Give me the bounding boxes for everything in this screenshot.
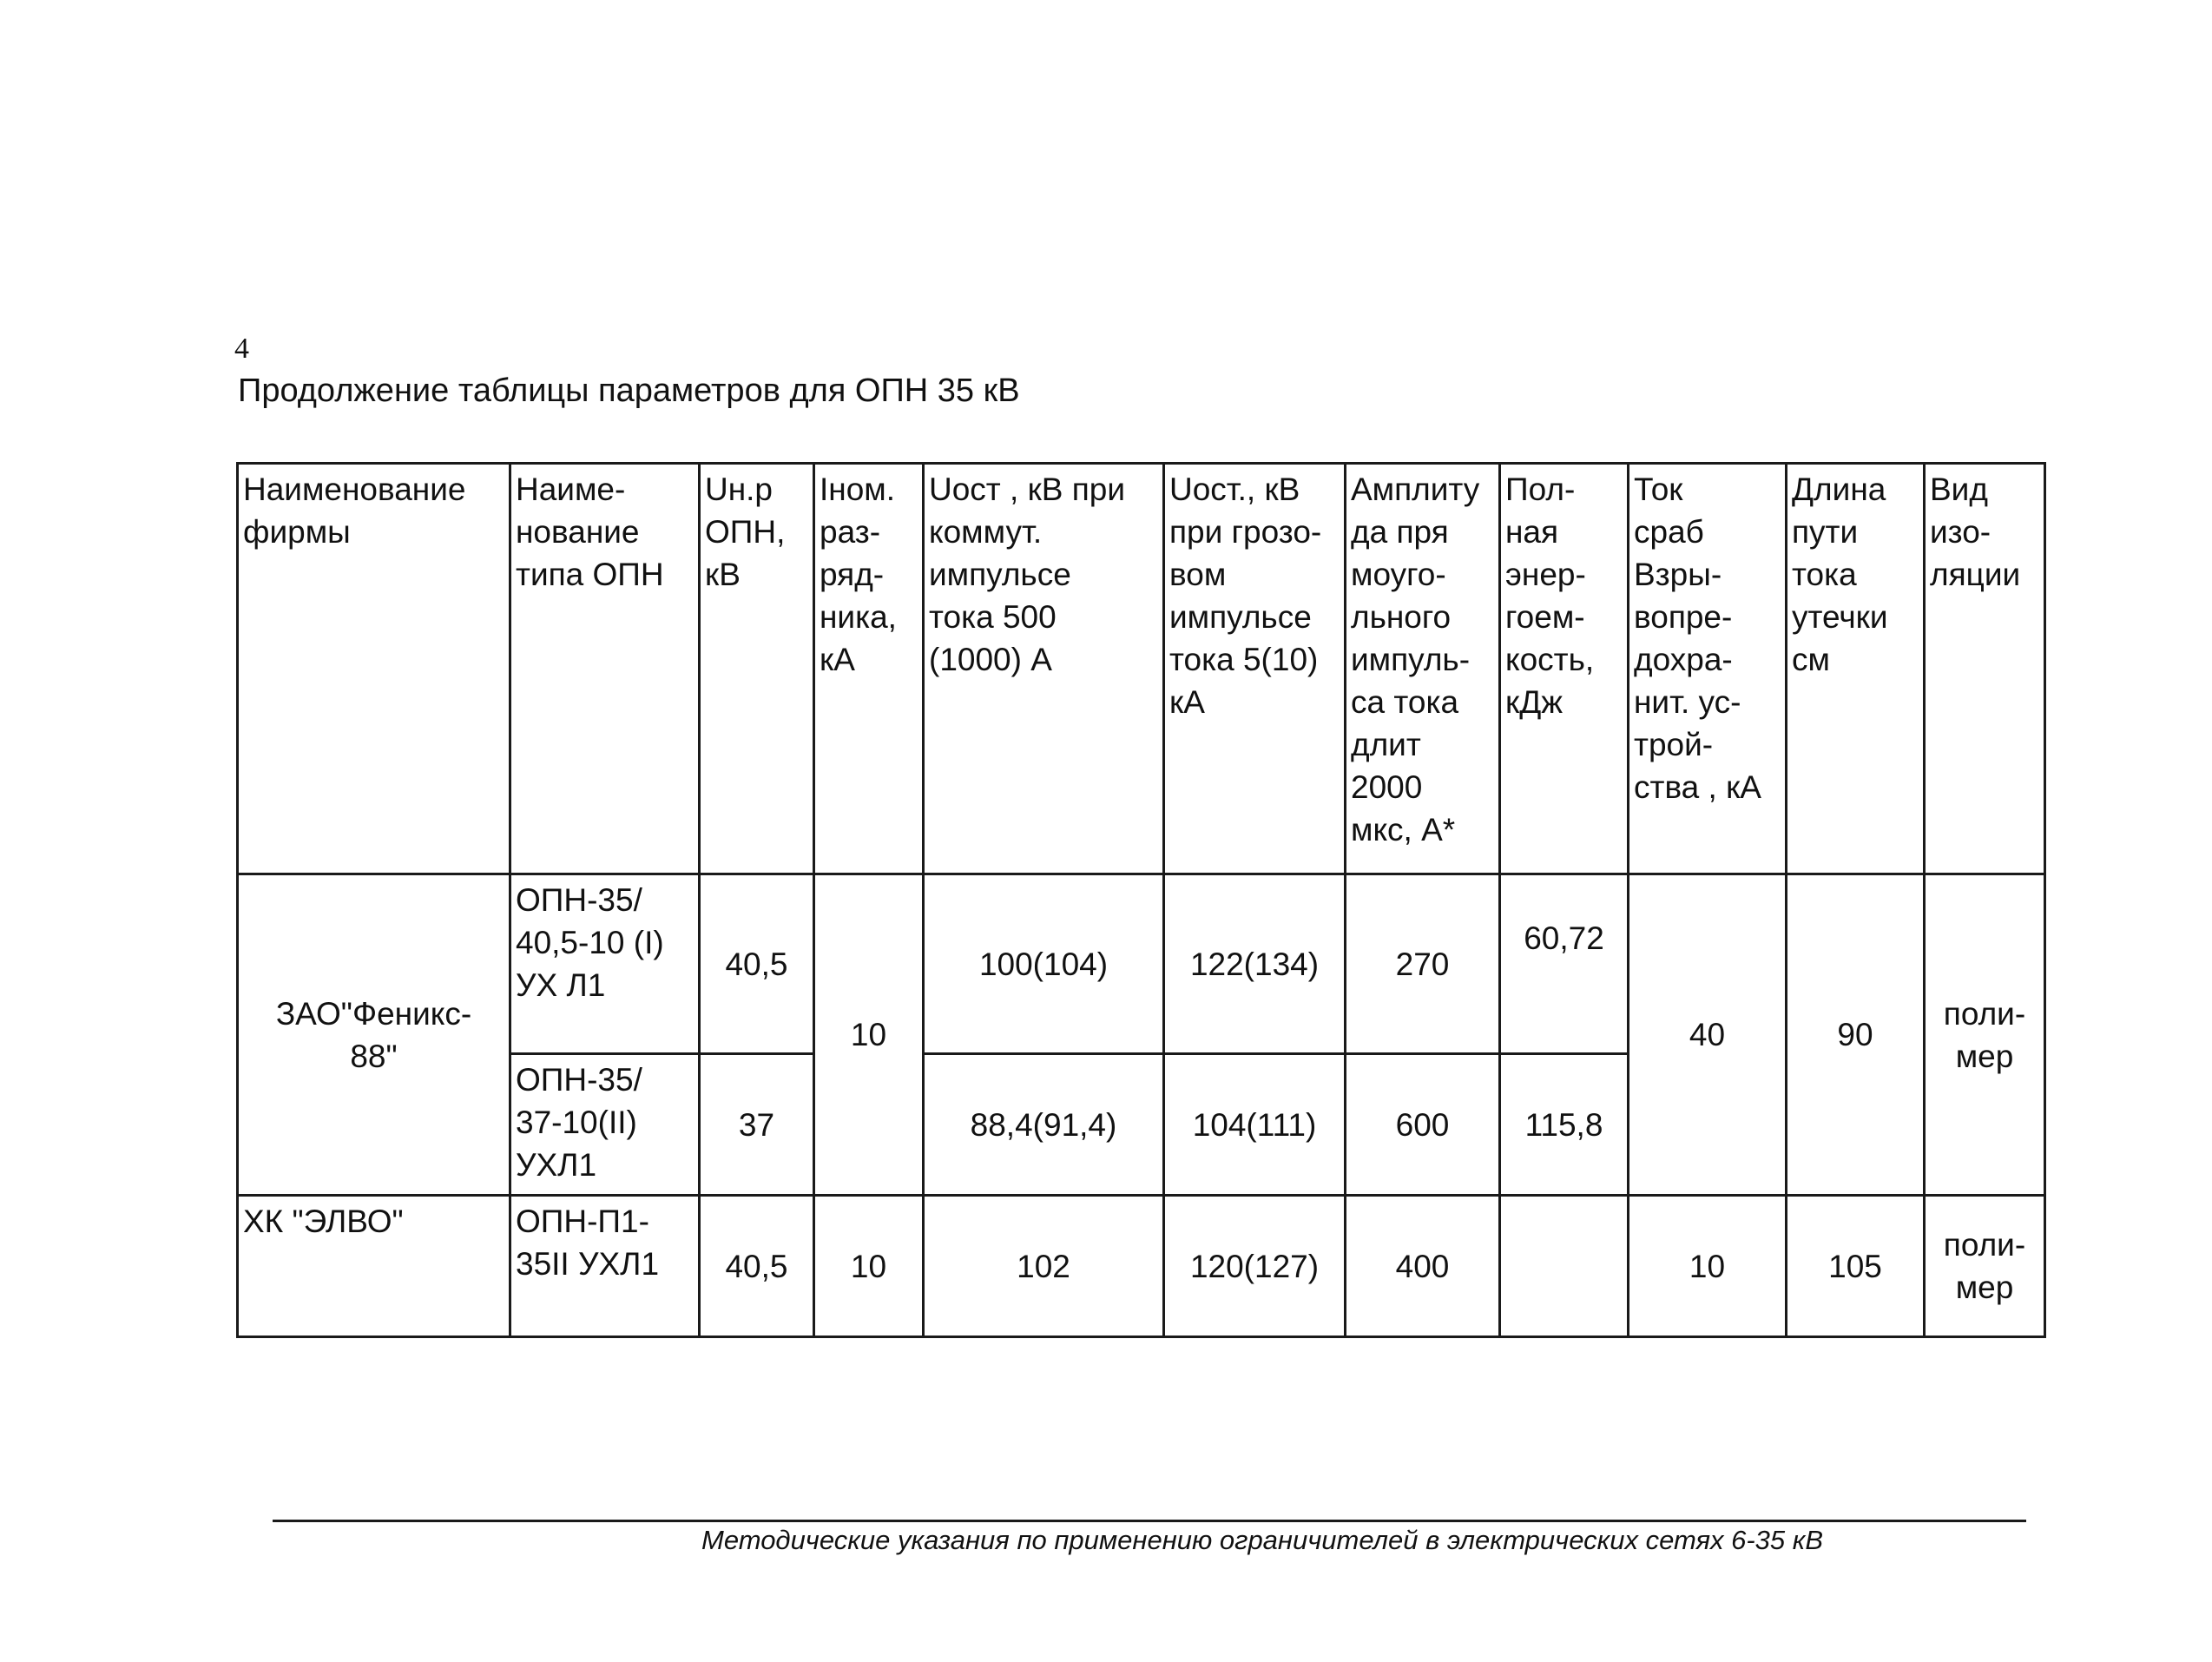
nominal-current-cell: 10 bbox=[814, 874, 924, 1196]
rated-voltage-cell: 37 bbox=[700, 1054, 814, 1196]
switching-voltage-cell: 88,4(91,4) bbox=[924, 1054, 1164, 1196]
insulation-type: поли- мер bbox=[1943, 1227, 2026, 1305]
header-rectangular-impulse-amplitude: Амплиту да пря моуго- льного импуль- са тока длит 2000 мкс, А* bbox=[1351, 472, 1480, 847]
table-title: Продолжение таблицы параметров для ОПН 35 кВ bbox=[238, 373, 1020, 409]
lightning-voltage-cell: 104(111) bbox=[1164, 1054, 1346, 1196]
header-cell bbox=[510, 464, 700, 874]
page-mark: 4 bbox=[234, 333, 249, 365]
lightning-voltage-cell: 122(134) bbox=[1164, 874, 1346, 1054]
amplitude-cell: 270 bbox=[1346, 874, 1500, 1054]
amplitude-cell: 400 bbox=[1346, 1196, 1500, 1337]
header-leakage-path: Длина пути тока утечки см bbox=[1792, 472, 1888, 677]
firm-name: ХК "ЭЛВО" bbox=[243, 1204, 404, 1239]
firm-name: ЗАО"Феникс- 88" bbox=[275, 995, 472, 1074]
trip-current-cell: 10 bbox=[1629, 1196, 1787, 1337]
arrester-type: ОПН-П1- 35II УХЛ1 bbox=[516, 1204, 660, 1282]
firm-cell bbox=[238, 1196, 510, 1337]
header-insulation-type: Вид изо- ляции bbox=[1930, 472, 2021, 592]
nominal-current-cell: 10 bbox=[814, 1196, 924, 1337]
rated-voltage-cell: 40,5 bbox=[700, 1196, 814, 1337]
type-cell bbox=[510, 1196, 700, 1337]
header-type-name: Наиме- нование типа ОПН bbox=[516, 472, 664, 592]
leakage-path-cell: 90 bbox=[1787, 874, 1925, 1196]
header-rated-voltage: Uн.р ОПН, кВ bbox=[705, 472, 786, 592]
switching-voltage-cell: 100(104) bbox=[924, 874, 1164, 1054]
lightning-voltage-cell: 120(127) bbox=[1164, 1196, 1346, 1337]
header-lightning-residual-voltage: Uост., кВ при грозо- вом импульсе тока 5(10) кА bbox=[1169, 472, 1322, 720]
energy-cell bbox=[1500, 1196, 1629, 1337]
footer-divider bbox=[273, 1520, 2026, 1522]
insulation-type: поли- мер bbox=[1943, 995, 2026, 1074]
table-row bbox=[238, 1196, 2045, 1337]
type-cell bbox=[510, 874, 700, 1054]
header-cell bbox=[924, 464, 1164, 874]
header-cell bbox=[1346, 464, 1500, 874]
header-cell bbox=[1925, 464, 2045, 874]
header-firm-name: Наименование фирмы bbox=[243, 472, 466, 550]
type-cell bbox=[510, 1054, 700, 1196]
arrester-type: ОПН-35/ 37-10(II) УХЛ1 bbox=[516, 1062, 642, 1183]
energy-cell: 115,8 bbox=[1500, 1054, 1629, 1196]
leakage-path-cell: 105 bbox=[1787, 1196, 1925, 1337]
header-cell bbox=[1500, 464, 1629, 874]
header-cell bbox=[1629, 464, 1787, 874]
header-nominal-current: Iном. раз- ряд- ника, кА bbox=[820, 472, 897, 677]
table-header-row bbox=[238, 464, 2045, 874]
parameters-table bbox=[236, 462, 2046, 1338]
header-cell bbox=[700, 464, 814, 874]
table-row bbox=[238, 874, 2045, 1054]
switching-voltage-cell: 102 bbox=[924, 1196, 1164, 1337]
header-energy-capacity: Пол- ная энер- гоем- кость, кДж bbox=[1505, 472, 1595, 720]
page-footer: Методические указания по применению ограничителей в электрических сетях 6-35 кВ bbox=[701, 1525, 1824, 1555]
header-trip-current: Ток сраб Взры- вопре- дохра- нит. ус- трой- ства , кА bbox=[1634, 472, 1761, 805]
amplitude-cell: 600 bbox=[1346, 1054, 1500, 1196]
header-cell bbox=[814, 464, 924, 874]
rated-voltage-cell: 40,5 bbox=[700, 874, 814, 1054]
arrester-type: ОПН-35/ 40,5-10 (I) УХ Л1 bbox=[516, 882, 664, 1003]
trip-current-cell: 40 bbox=[1629, 874, 1787, 1196]
header-switching-residual-voltage: Uост , кВ при коммут. импульсе тока 500 (1000) А bbox=[929, 472, 1126, 677]
insulation-cell bbox=[1925, 1196, 2045, 1337]
header-cell bbox=[238, 464, 510, 874]
energy-cell: 60,72 bbox=[1500, 874, 1629, 1054]
firm-cell bbox=[238, 874, 510, 1196]
header-cell bbox=[1787, 464, 1925, 874]
insulation-cell bbox=[1925, 874, 2045, 1196]
header-cell bbox=[1164, 464, 1346, 874]
